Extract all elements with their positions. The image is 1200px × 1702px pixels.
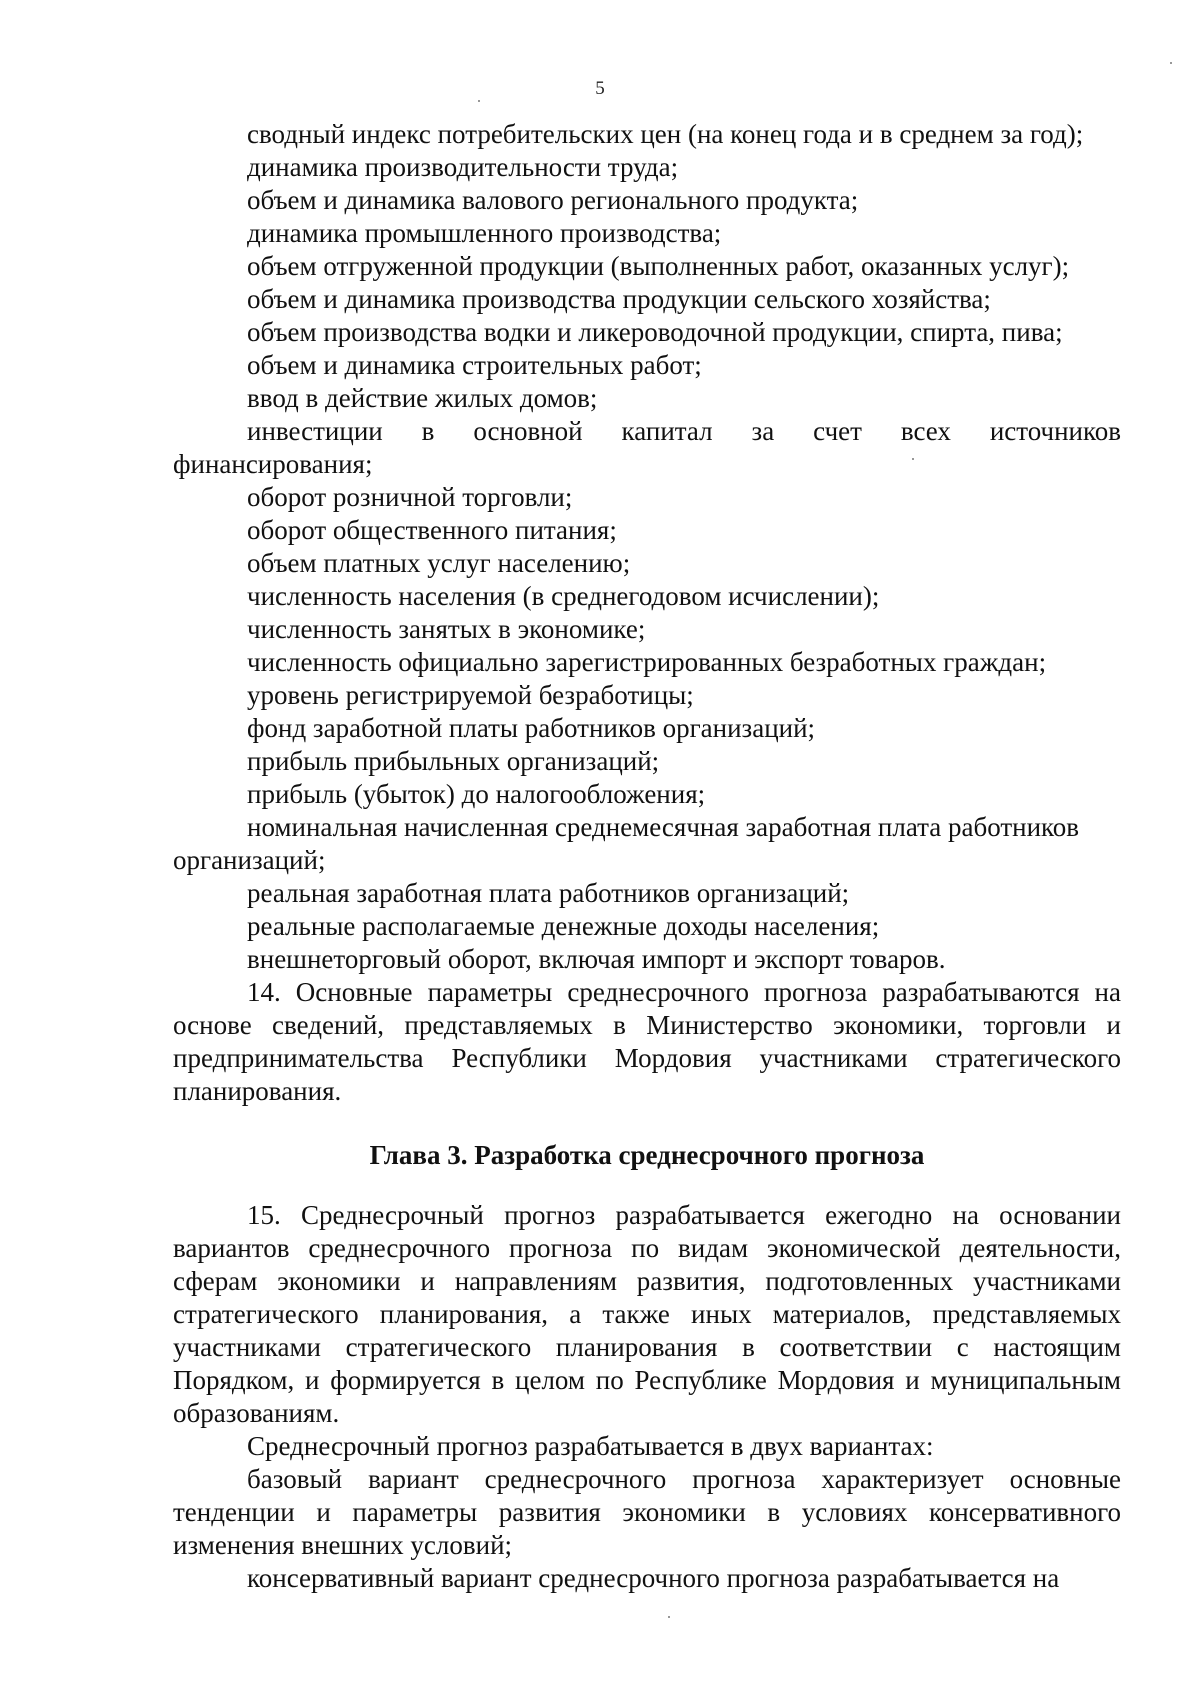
list-item: оборот общественного питания; [247, 515, 617, 545]
list-item: объем и динамика производства продукции сельского хозяйства; [247, 284, 991, 314]
list-item: объем платных услуг населению; [247, 548, 631, 578]
list-item: объем отгруженной продукции (выполненных работ, оказанных услуг); [247, 251, 1070, 281]
list-item: ввод в действие жилых домов; [247, 383, 598, 413]
indicator-list-3 [173, 877, 1121, 976]
list-item: уровень регистрируемой безработицы; [247, 680, 694, 710]
indicator-list-2 [173, 481, 1121, 811]
scan-speck [668, 1616, 670, 1618]
list-item: оборот розничной торговли; [247, 482, 573, 512]
document-body [173, 118, 1121, 1595]
paragraph-base-variant: базовый вариант среднесрочного прогноза характеризует основные тенденции и параметры развития экономики в условиях консервативного изменения внешних условий; [173, 1464, 1121, 1560]
paragraph-variants: Среднесрочный прогноз разрабатывается в двух вариантах: [247, 1431, 934, 1461]
chapter-title: Глава 3. Разработка среднесрочного прогноза [369, 1140, 925, 1170]
list-item: динамика промышленного производства; [247, 218, 722, 248]
scan-speck [478, 100, 480, 102]
list-item: сводный индекс потребительских цен (на конец года и в среднем за год); [247, 119, 1084, 149]
scan-speck [1170, 62, 1172, 64]
investments-line-1: инвестиции в основной капитал за счет всех источников [247, 416, 1121, 446]
list-item: численность занятых в экономике; [247, 614, 646, 644]
list-item: фонд заработной платы работников организаций; [247, 713, 816, 743]
list-item: прибыль прибыльных организаций; [247, 746, 660, 776]
paragraph-conservative-variant: консервативный вариант среднесрочного прогноза разрабатывается на [247, 1563, 1060, 1593]
list-item: реальные располагаемые денежные доходы населения; [247, 911, 880, 941]
indicator-list-1 [173, 118, 1121, 415]
paragraph-15: 15. Среднесрочный прогноз разрабатывается ежегодно на основании вариантов среднесрочного прогноза по видам экономической деятельности, сферам экономики и направлениям развития, подготовленных участниками стратегического планирования, а также иных материалов, представляемых участниками стратегического планирования в соответствии с настоящим Порядком, и формируется в целом по Республике Мордовия и муниципальным образованиям. [173, 1200, 1121, 1428]
scan-speck [912, 458, 914, 460]
paragraph-14: 14. Основные параметры среднесрочного прогноза разрабатываются на основе сведений, представляемых в Министерство экономики, торговли и предпринимательства Республики Мордовия участниками стратегического планирования. [173, 977, 1121, 1106]
wage-line-1: номинальная начисленная среднемесячная заработная плата работников [247, 812, 1080, 842]
list-item: объем и динамика валового регионального продукта; [247, 185, 859, 215]
list-item: реальная заработная плата работников организаций; [247, 878, 850, 908]
list-item: численность официально зарегистрированных безработных граждан; [247, 647, 1047, 677]
wage-line-2: организаций; [173, 845, 326, 875]
list-item: прибыль (убыток) до налогообложения; [247, 779, 706, 809]
page-number: 5 [595, 78, 605, 99]
list-item: динамика производительности труда; [247, 152, 679, 182]
list-item: численность населения (в среднегодовом исчислении); [247, 581, 880, 611]
list-item: объем и динамика строительных работ; [247, 350, 702, 380]
list-item: объем производства водки и ликероводочной продукции, спирта, пива; [247, 317, 1063, 347]
investments-line-2: финансирования; [173, 449, 373, 479]
list-item: внешнеторговый оборот, включая импорт и экспорт товаров. [247, 944, 946, 974]
